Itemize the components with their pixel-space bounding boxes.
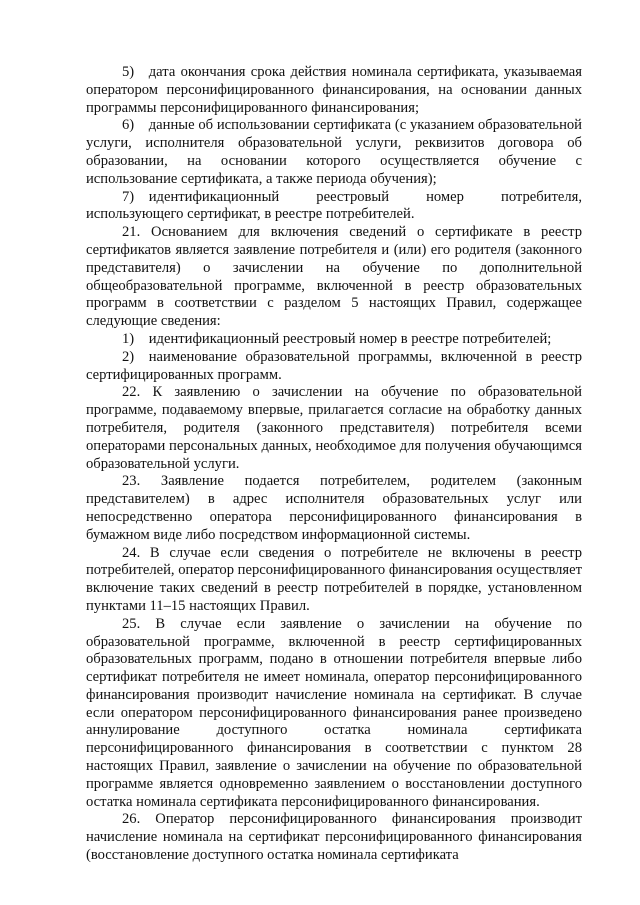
paragraph-26: 26. Оператор персонифицированного финансирования производит начисление номинала на сертификат персонифицированного финансирования (восстановление доступного остатка номинала сертификата <box>86 811 582 864</box>
paragraph-25: 25. В случае если заявление о зачислении на обучение по образовательной программе, включенной в реестр сертифицированных образовательных программ, подано в отношении потребителя впервые либо сертификат потребителя не имеет номинала, оператор персонифицированного финансирования производит начисление номинала на сертификат. В случае если оператором персонифицированного финансирования ранее произведено аннулирование доступного остатка номинала сертификата персонифицированного финансирования в соответствии с пунктом 28 настоящих Правил, заявление о зачислении на обучение по образовательной программе является одновременно заявлением о восстановлении доступного остатка номинала сертификата персонифицированного финансирования. <box>86 615 582 810</box>
paragraph-23: 23. Заявление подается потребителем, родителем (законным представителем) в адрес исполнителя образовательных услуг или непосредственно оператора персонифицированного финансирования в бумажном виде либо посредством информационной системы. <box>86 473 582 543</box>
list-item-21-2: 2) наименование образовательной программы, включенной в реестр сертифицированных программ. <box>86 348 582 383</box>
paragraph-21: 21. Основанием для включения сведений о сертификате в реестр сертификатов является заявление потребителя и (или) его родителя (законного представителя) о зачислении на обучение по дополнительной общеобразовательной программе, включенной в реестр образовательных программ в соответствии с разделом 5 настоящих Правил, содержащее следующие сведения: <box>86 224 582 330</box>
list-item-5: 5) дата окончания срока действия номинала сертификата, указываемая оператором персонифицированного финансирования, на основании данных программы персонифицированного финансирования; <box>86 64 582 116</box>
list-item-6: 6) данные об использовании сертификата (с указанием образовательной услуги, исполнителя образовательной услуги, реквизитов договора об образовании, на основании которого осуществляется обучение с использование сертификата, а также периода обучения); <box>86 117 582 187</box>
list-item-7: 7) идентификационный реестровый номер потребителя, использующего сертификат, в реестре потребителей. <box>86 188 582 223</box>
paragraph-24: 24. В случае если сведения о потребителе не включены в реестр потребителей, оператор персонифицированного финансирования осуществляет включение таких сведений в реестр потребителей в порядке, установленном пунктами 11–15 настоящих Правил. <box>86 544 582 614</box>
list-item-21-1: 1) идентификационный реестровый номер в реестре потребителей; <box>122 330 552 347</box>
paragraph-22: 22. К заявлению о зачислении на обучение по образовательной программе, подаваемому впервые, прилагается согласие на обработку данных потребителя, родителя (законного представителя) потребителя всеми операторами персональных данных, необходимое для получения обучающимся образовательной услуги. <box>86 384 582 472</box>
